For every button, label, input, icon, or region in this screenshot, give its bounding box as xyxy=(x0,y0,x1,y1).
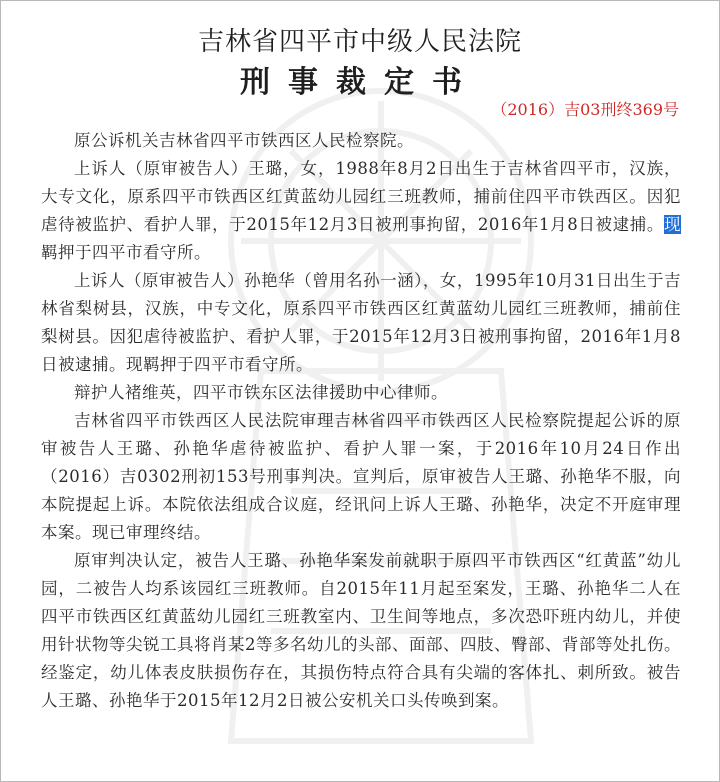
court-name: 吉林省四平市中级人民法院 xyxy=(197,27,522,57)
paragraph-appellant-sun: 上诉人（原审被告人）孙艳华（曾用名孙一涵），女，1995年10月31日出生于吉林省梨树县，汉族，中专文化，原系四平市铁西区红黄蓝幼儿园红三班教师，捕前住梨树县。因犯虐待被监护、看护人罪，于2015年12月3日被刑事拘留，2016年1月8日被逮捕。现羁押于四平市看守所。 xyxy=(41,271,681,374)
case-number: （2016）吉03刑终369号 xyxy=(491,100,679,119)
paragraph-original-judgment: 原审判决认定，被告人王璐、孙艳华案发前就职于原四平市铁西区“红黄蓝”幼儿园，二被告人均系该园红三班教师。自2015年11月起至案发，王璐、孙艳华二人在四平市铁西区红黄蓝幼儿园红三班教室内、卫生间等地点，多次恐吓班内幼儿，并使用针状物等尖锐工具将肖某2等多名幼儿的头部、面部、四肢、臀部、背部等处扎伤。经鉴定，幼儿体表皮肤损伤存在，其损伤特点符合具有尖端的客体扎、刺所致。被告人王璐、孙艳华于2015年12月2日被公安机关口头传唤到案。 xyxy=(41,551,681,710)
paragraph-defender: 辩护人褚维英，四平市铁东区法律援助中心律师。 xyxy=(74,383,448,402)
selected-text-highlight[interactable]: 现 xyxy=(664,215,681,234)
paragraph-text: 羁押于四平市看守所。 xyxy=(41,243,211,262)
document-body xyxy=(41,127,681,715)
document-type-title: 刑事裁定书 xyxy=(240,65,480,100)
paragraph-text: 上诉人（原审被告人）王璐，女，1988年8月2日出生于吉林省四平市，汉族，大专文化，原系四平市铁西区红黄蓝幼儿园红三班教师，捕前住四平市铁西区。因犯虐待被监护、看护人罪，于2015年12月3日被刑事拘留，2016年1月8日被逮捕。 xyxy=(41,159,681,234)
paragraph-prosecution-organ: 原公诉机关吉林省四平市铁西区人民检察院。 xyxy=(74,131,414,150)
paragraph-appellant-wang xyxy=(41,155,681,267)
paragraph-case-procedure: 吉林省四平市铁西区人民法院审理吉林省四平市铁西区人民检察院提起公诉的原审被告人王璐、孙艳华虐待被监护、看护人罪一案，于2016年10月24日作出（2016）吉0302刑初153号刑事判决。宣判后，原审被告人王璐、孙艳华不服，向本院提起上诉。本院依法组成合议庭，经讯问上诉人王璐、孙艳华，决定不开庭审理本案。现已审理终结。 xyxy=(41,411,681,542)
